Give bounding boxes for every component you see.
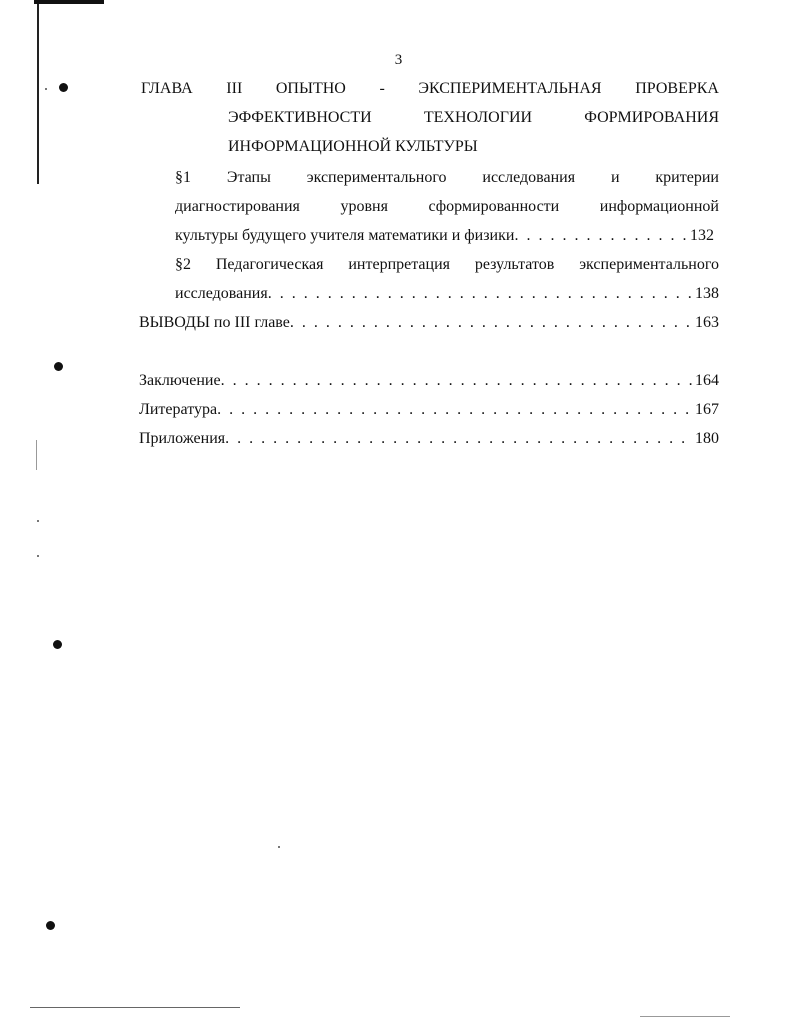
- section-word: исследования: [482, 169, 576, 186]
- punch-hole-mark: [46, 921, 55, 930]
- section-word: интерпретация: [348, 256, 450, 273]
- toc-entry-text: ВЫВОДЫ по III главе: [139, 314, 290, 331]
- toc-page-number: 164: [695, 372, 719, 389]
- toc-entry-section-1[interactable]: [175, 226, 714, 246]
- section-word: и: [610, 169, 620, 186]
- section-word: информационной: [599, 198, 719, 215]
- chapter-heading-line-2: [228, 108, 719, 128]
- section-word: сформированности: [428, 198, 560, 215]
- toc-page-number: 138: [695, 285, 719, 302]
- scan-speck: [278, 846, 280, 848]
- chapter-heading-line-3: ИНФОРМАЦИОННОЙ КУЛЬТУРЫ: [228, 138, 478, 155]
- toc-entry-literature[interactable]: [139, 400, 719, 420]
- toc-entry-text: культуры будущего учителя математики и физики: [175, 227, 515, 244]
- chapter-word: ЭФФЕКТИВНОСТИ: [228, 109, 372, 126]
- section-2-line-1: [175, 255, 719, 275]
- toc-page-number: 167: [695, 401, 719, 418]
- section-1-line-1: [175, 168, 719, 188]
- toc-leader-dots: [514, 226, 688, 246]
- toc-entry-appendices[interactable]: [139, 429, 719, 449]
- toc-leader-dots: [268, 284, 693, 304]
- toc-entry-text: Заключение: [139, 372, 221, 389]
- toc-entry-text: исследования: [175, 285, 268, 302]
- toc-entry-text: Приложения: [139, 430, 226, 447]
- chapter-heading-line-1: [141, 79, 719, 99]
- scan-artifact-left-line: [37, 4, 39, 184]
- punch-hole-mark: [54, 362, 63, 371]
- toc-entry-conclusion[interactable]: [139, 371, 719, 391]
- toc-entry-text: Литература: [139, 401, 218, 418]
- chapter-word: ОПЫТНО: [275, 80, 346, 97]
- toc-entry-conclusions[interactable]: [139, 313, 719, 333]
- section-word: уровня: [340, 198, 388, 215]
- toc-page-number: 132: [690, 227, 714, 244]
- section-word: §1: [175, 169, 191, 186]
- chapter-word: ГЛАВА: [141, 80, 193, 97]
- scan-speck: [37, 555, 39, 557]
- chapter-word: -: [379, 80, 385, 97]
- section-word: Педагогическая: [215, 256, 324, 273]
- chapter-word: ТЕХНОЛОГИИ: [423, 109, 533, 126]
- toc-entry-section-2[interactable]: [175, 284, 719, 304]
- toc-leader-dots: [225, 429, 693, 449]
- chapter-word: III: [226, 80, 243, 97]
- scan-artifact-bottom-line: [640, 1016, 730, 1017]
- section-word: экспериментального: [579, 256, 719, 273]
- toc-leader-dots: [290, 313, 693, 333]
- chapter-word: ЭКСПЕРИМЕНТАЛЬНАЯ: [418, 80, 602, 97]
- toc-leader-dots: [221, 371, 693, 391]
- toc-page-number: 163: [695, 314, 719, 331]
- section-word: критерии: [655, 169, 719, 186]
- punch-hole-mark: [53, 640, 62, 649]
- section-1-line-2: [175, 197, 719, 217]
- section-word: диагностирования: [175, 198, 300, 215]
- chapter-word: ФОРМИРОВАНИЯ: [584, 109, 719, 126]
- section-word: результатов: [474, 256, 555, 273]
- section-word: экспериментального: [306, 169, 447, 186]
- scan-speck: [45, 88, 47, 90]
- section-word: §2: [175, 256, 191, 273]
- section-word: Этапы: [226, 169, 271, 186]
- toc-leader-dots: [217, 400, 693, 420]
- toc-page-number: 180: [695, 430, 719, 447]
- scan-artifact-bottom-line: [30, 1007, 240, 1008]
- scan-artifact-left-line: [36, 440, 37, 470]
- scan-artifact-top-bar: [34, 0, 104, 4]
- scan-speck: [37, 520, 39, 522]
- chapter-word: ПРОВЕРКА: [635, 80, 719, 97]
- punch-hole-mark: [59, 83, 68, 92]
- page-number: 3: [394, 52, 403, 68]
